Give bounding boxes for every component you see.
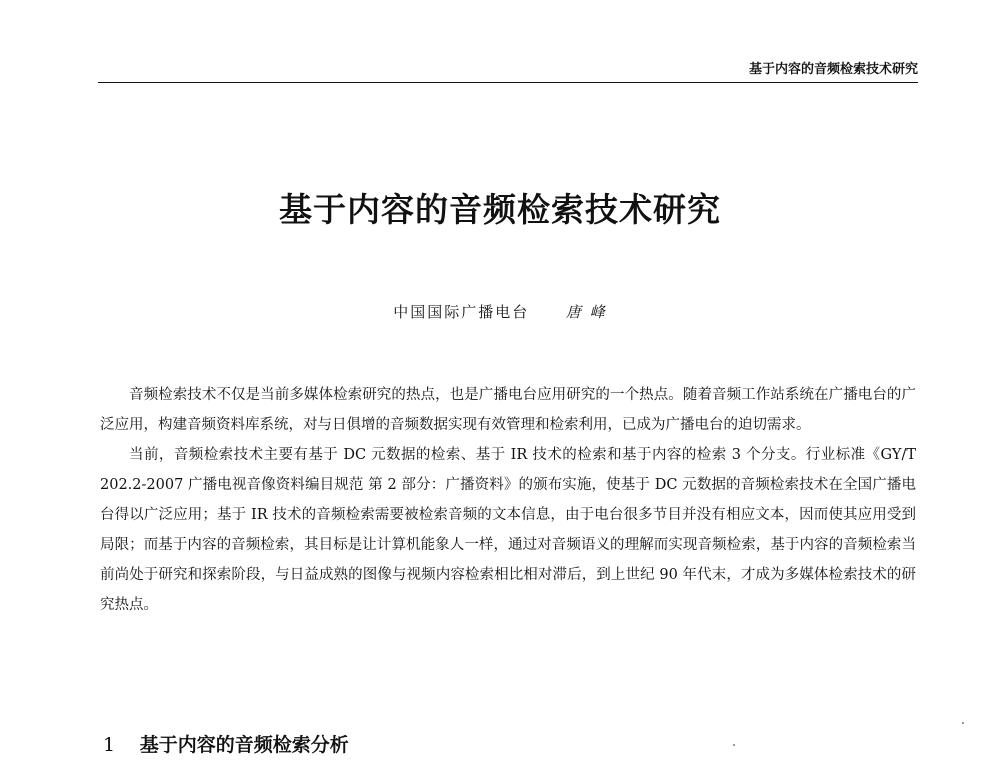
header-rule: [98, 82, 918, 83]
author-name: 唐 峰: [566, 303, 607, 321]
byline: [0, 302, 1000, 322]
body-text: [100, 380, 916, 620]
running-header: 基于内容的音频检索技术研究: [748, 62, 918, 77]
scan-speck: [962, 722, 964, 724]
paragraph-1: 音频检索技术不仅是当前多媒体检索研究的热点，也是广播电台应用研究的一个热点。随着音频工作站系统在广播电台的广泛应用，构建音频资料库系统，对与日俱增的音频数据实现有效管理和检索利用，已成为广播电台的迫切需求。: [100, 387, 916, 433]
section-heading: [103, 732, 349, 758]
scan-speck: [733, 744, 735, 746]
article-title: 基于内容的音频检索技术研究: [279, 190, 721, 229]
section-number: 1: [103, 734, 116, 756]
section-title: 基于内容的音频检索分析: [139, 734, 349, 756]
paragraph-2: 当前，音频检索技术主要有基于 DC 元数据的检索、基于 IR 技术的检索和基于内容的检索 3 个分支。行业标准《GY/T 202.2-2007 广播电视音像资料编目规范 第 2 部分：广播资料》的颁布实施，使基于 DC 元数据的音频检索技术在全国广播电台得以广泛应用；基于 IR 技术的音频检索需要被检索音频的文本信息，由于电台很多节目并没有相应文本，因而使其应用受到局限；而基于内容的音频检索，其目标是让计算机能象人一样，通过对音频语义的理解而实现音频检索，基于内容的音频检索当前尚处于研究和探索阶段，与日益成熟的图像与视频内容检索相比相对滞后，到上世纪 90 年代末，才成为多媒体检索技术的研究热点。: [100, 447, 916, 613]
author-organization: 中国国际广播电台: [393, 303, 530, 321]
